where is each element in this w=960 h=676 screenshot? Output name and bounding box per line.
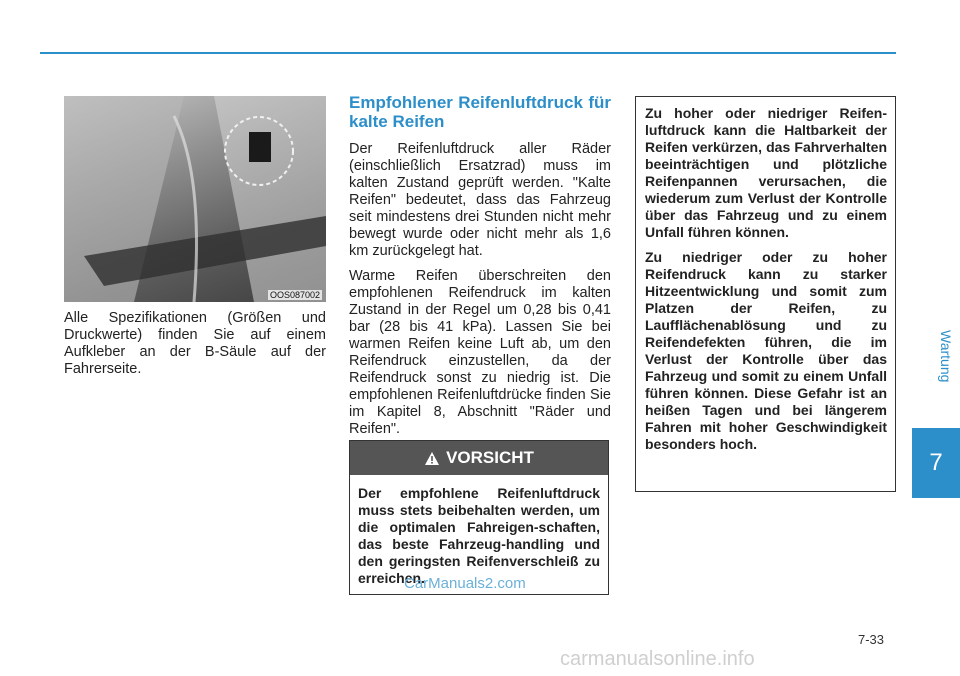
chapter-tab: 7 (912, 428, 960, 498)
section-label: Wartung (938, 330, 954, 383)
paragraph-cold-tires: Der Reifenluftdruck aller Räder (einschließlich Ersatzrad) muss im kalten Zustand geprüft werden. "Kalte Reifen" bedeutet, dass das Fahrzeug seit mindestens drei Stunden nicht mehr bewegt wurde oder nicht mehr als 1,6 km zurückgelegt hat. (349, 141, 611, 259)
warning-box (635, 96, 896, 492)
header-rule (40, 52, 896, 54)
figure-code: OOS087002 (269, 290, 320, 300)
paragraph-warm-tires: Warme Reifen überschreiten den empfohlenen Reifendruck im kalten Zustand in der Regel um 0,28 bis 0,41 bar (28 bis 41 kPa). Lassen Sie bei warmen Reifen keine Luft ab, um den Reifendruck einzustellen, da der Reifendruck sonst zu niedrig ist. Die empfohlenen Reifenluftdrücke finden Sie im Kapitel 8, Abschnitt "Räder und Reifen". (349, 268, 611, 437)
warning-triangle-icon (424, 451, 440, 466)
door-pillar-photo (64, 96, 326, 302)
warning-paragraph-1: Zu hoher oder niedriger Reifen-luftdruck kann die Haltbarkeit der Reifen verkürzen, das Fahrverhalten beeinträchtigen und plötzliche Reifenpannen verursachen, die wiederum zum Verlust der Kontrolle über das Fahrzeug und zu einem Unfall führen können. (645, 105, 887, 240)
watermark: CarManuals2.com (404, 575, 526, 592)
section-heading: Empfohlener Reifenluftdruck für kalte Reifen (349, 93, 611, 131)
sticker-location-text: Alle Spezifikationen (Größen und Druckwerte) finden Sie auf einem Aufkleber an der B-Säule auf der Fahrerseite. (64, 310, 326, 377)
tire-label-sticker (249, 132, 271, 162)
warning-paragraph-2: Zu niedriger oder zu hoher Reifendruck kann zu starker Hitzeentwicklung und somit zum Platzen der Reifen, zu Laufflächenablösung und zu Reifendefekten führen, die im Verlust der Kontrolle über das Fahrzeug und somit zu einem Unfall führen können. Diese Gefahr ist an heißen Tagen und bei längerem Fahren mit hoher Geschwindigkeit besonders hoch. (645, 249, 887, 452)
door-pillar-illustration (64, 96, 326, 302)
caution-text: Der empfohlene Reifenluftdruck muss stets beibehalten werden, um die optimalen Fahreigen-schaften, das beste Fahrzeug-handling und den geringsten Reifenverschleiß zu erreichen. (358, 485, 600, 586)
pressure-section (349, 93, 611, 446)
caution-header (350, 441, 608, 475)
page-number: 7-33 (858, 632, 885, 647)
caution-title: VORSICHT (446, 448, 534, 467)
caution-box (349, 440, 609, 595)
site-watermark: carmanualsonline.info (560, 648, 755, 670)
